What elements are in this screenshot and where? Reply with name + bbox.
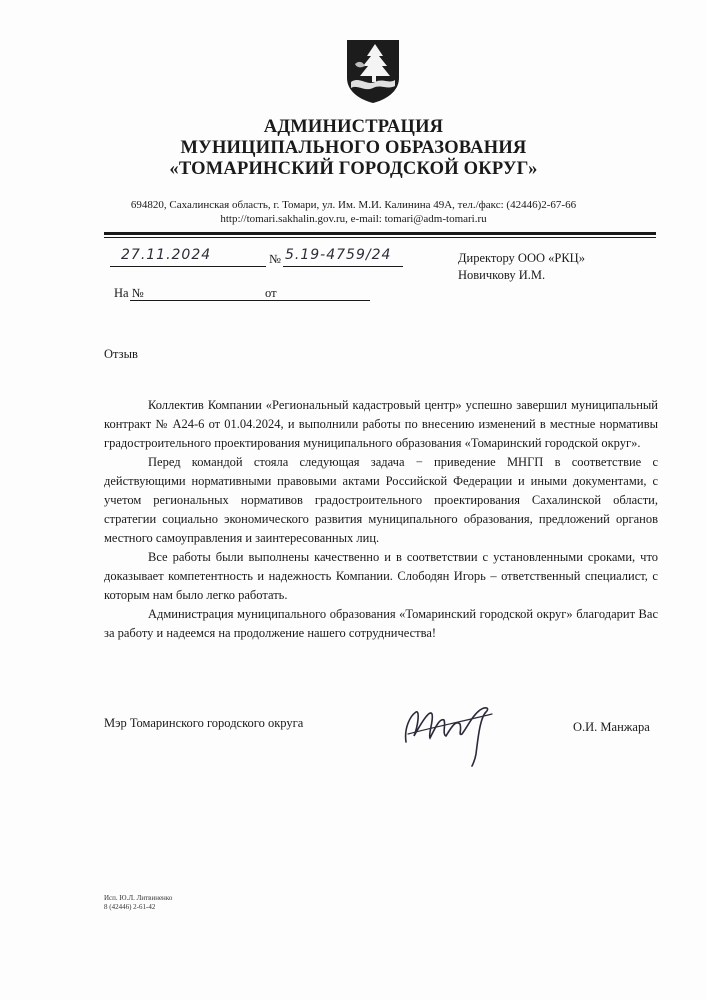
reference-number-label: На № <box>114 286 144 300</box>
executor-phone: 8 (42446) 2-61-42 <box>104 903 156 911</box>
letter-body <box>104 396 658 643</box>
org-contacts: http://tomari.sakhalin.gov.ru, e-mail: tomari@adm-tomari.ru <box>220 213 487 225</box>
handwritten-signature <box>400 698 500 770</box>
number-underline <box>283 266 403 267</box>
org-name-line3: «ТОМАРИНСКИЙ ГОРОДСКОЙ ОКРУГ» <box>169 159 538 179</box>
body-paragraph: Администрация муниципального образования «Томаринский городской округ» благодарит Вас за работу и надеемся на продолжение нашего сотрудничества! <box>104 607 658 640</box>
org-name-line2: МУНИЦИПАЛЬНОГО ОБРАЗОВАНИЯ <box>180 138 527 158</box>
org-address: 694820, Сахалинская область, г. Томари, ул. Им. М.И. Калинина 49А, тел./факс: (42446)2-67-66 <box>130 199 577 211</box>
body-paragraph: Коллектив Компании «Региональный кадастровый центр» успешно завершил муниципальный контракт № А24-6 от 01.04.2024, и выполнили работы по внесению изменений в местные нормативы градостроительного проектирования муниципального образования «Томаринский городской округ». <box>104 398 658 450</box>
header-divider-thin <box>104 237 656 238</box>
signatory-name: О.И. Манжара <box>573 720 650 734</box>
registration-number: 5.19-4759/24 <box>285 247 392 263</box>
body-paragraph: Перед командой стояла следующая задача − приведение МНГП в соответствие с действующими нормативными правовыми актами Российской Федерации и иными документами, с учетом региональных нормативов градостроительного проектирования Сахалинской области, стратегии социально экономического развития муниципального образования, предложений органов местного самоуправления и заинтересованных лиц. <box>104 455 658 545</box>
reference-from-label: от <box>265 286 277 300</box>
tomari-coat-of-arms-icon <box>345 38 401 104</box>
signatory-role: Мэр Томаринского городского округа <box>104 716 304 730</box>
recipient-name: Новичкову И.М. <box>458 268 546 282</box>
registration-date: 27.11.2024 <box>121 247 212 263</box>
reference-underline <box>130 300 370 301</box>
body-paragraph: Все работы были выполнены качественно и в соответствии с установленными сроками, что доказывает компетентность и надежность Компании. Слободян Игорь – ответственный специалист, с которым нам было легко работать. <box>104 550 658 602</box>
executor-name: Исп. Ю.Л. Литвиненко <box>104 894 173 902</box>
recipient-position: Директору ООО «РКЦ» <box>458 251 585 265</box>
org-name-line1: АДМИНИСТРАЦИЯ <box>263 117 444 137</box>
letter-subject: Отзыв <box>104 347 138 361</box>
header-divider-thick <box>104 232 656 235</box>
number-sign: № <box>269 252 281 266</box>
date-underline <box>110 266 266 267</box>
